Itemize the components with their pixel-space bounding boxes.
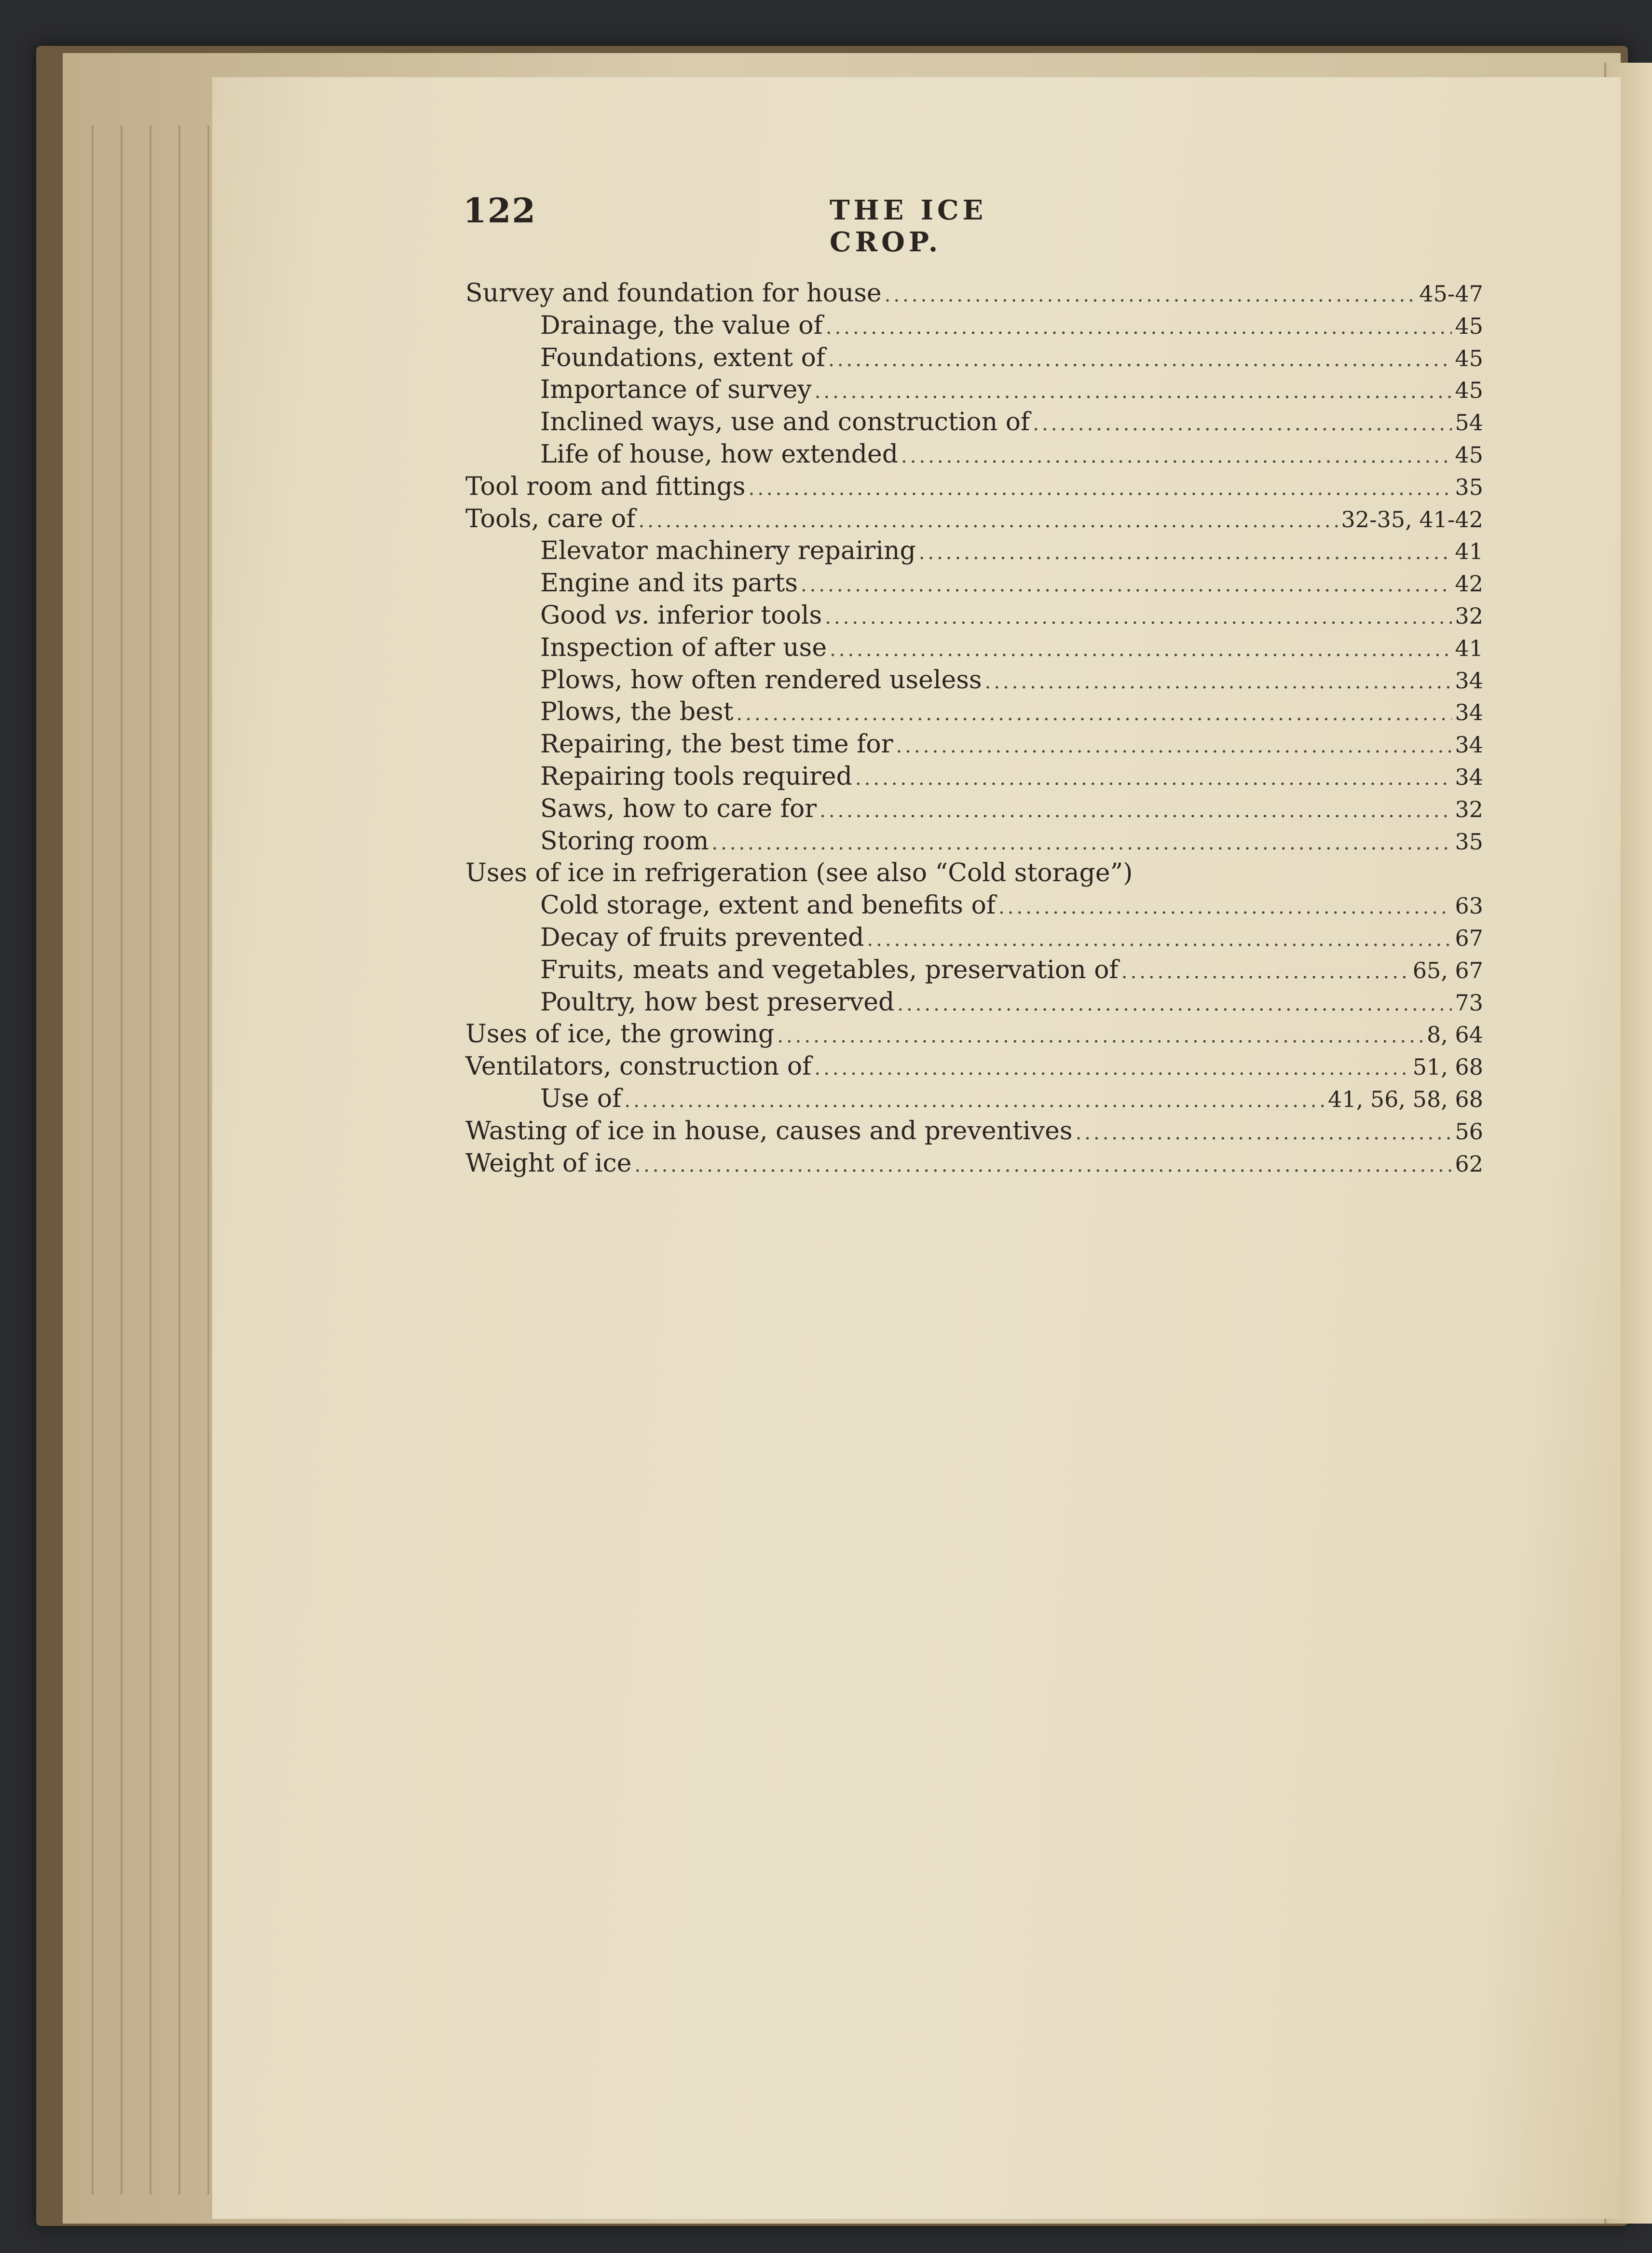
index-entry: Uses of ice in refrigeration (see also “Cold storage”) (465, 859, 1133, 888)
index-entry: Uses of ice, the growing ..... 8, 64 (465, 1018, 1483, 1051)
index-entry: Tool room and fittings ..... 35 (465, 471, 1483, 503)
index-entry: Tools, care of ..... 32-35, 41-42 (465, 503, 1483, 535)
running-title: THE ICE CROP. (830, 194, 987, 258)
index-subentry: Poultry, how best preserved ..... 73 (465, 986, 1483, 1019)
index-subentry: Fruits, meats and vegetables, preservation of ..... 65, 67 (465, 954, 1483, 986)
index-entry: Wasting of ice in house, causes and preventives ..... 56 (465, 1115, 1483, 1147)
index-subentry: Inclined ways, use and construction of ..... 54 (465, 406, 1483, 438)
index-subentry: Elevator machinery repairing ..... 41 (465, 535, 1483, 567)
index-subentry: Storing room ..... 35 (465, 825, 1483, 858)
index-subentry: Inspection of after use ..... 41 (465, 632, 1483, 664)
index-subentry: Plows, the best ..... 34 (465, 696, 1483, 728)
page-number: 122 (463, 191, 537, 231)
index-subentry: Use of ..... 41, 56, 58, 68 (465, 1083, 1483, 1115)
index-subentry: Decay of fruits prevented ..... 67 (465, 922, 1483, 954)
index-subentry: Life of house, how extended ..... 45 (465, 438, 1483, 471)
page-header (463, 191, 1083, 258)
index-subentry: Engine and its parts ..... 42 (465, 567, 1483, 600)
index-subentry: Cold storage, extent and benefits of ..... 63 (465, 889, 1483, 922)
index-subentry: Repairing tools required ..... 34 (465, 761, 1483, 793)
index-subentry: Repairing, the best time for ..... 34 (465, 728, 1483, 761)
index-subentry: Drainage, the value of ..... 45 (465, 310, 1483, 342)
index-subentry: Plows, how often rendered useless ..... 34 (465, 664, 1483, 696)
index-entry: Ventilators, construction of ..... 51, 68 (465, 1051, 1483, 1083)
index-subentry: Foundations, extent of ..... 45 (465, 342, 1483, 374)
index-list (465, 277, 1483, 1179)
index-entry: Survey and foundation for house ..... 45-47 (465, 277, 1483, 310)
index-entry: Weight of ice ..... 62 (465, 1147, 1483, 1180)
index-subentry: Importance of survey ..... 45 (465, 374, 1483, 406)
index-subentry: Good vs. inferior tools ..... 32 (465, 600, 1483, 632)
index-subentry: Saws, how to care for ..... 32 (465, 793, 1483, 825)
